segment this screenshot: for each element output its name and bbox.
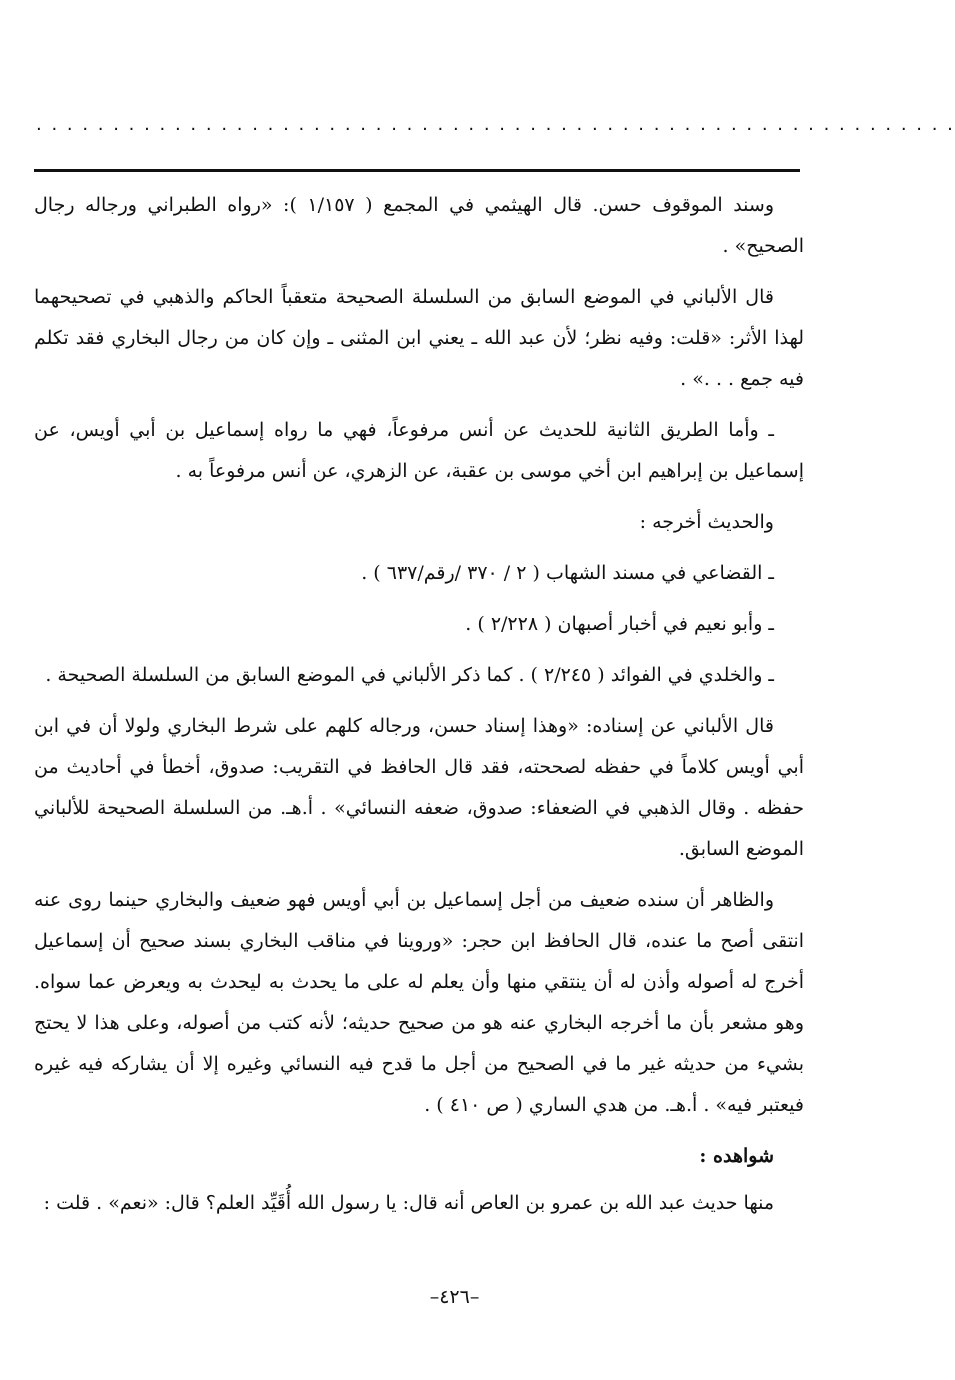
page-body [34,185,804,1234]
ellipsis-header: . . . . . . . . . . . . . . . . . . . . . . . . . . . . . . . . . . . . . . . . . . . . . . . . . . . . . . . . . . . . [36,114,955,135]
list-item: ـ وأبو نعيم في أخبار أصبهان ( ٢/٢٢٨ ) . [465,613,774,635]
paragraph: قال الألباني عن إسناده: «وهذا إسناد حسن، ورجاله كلهم على شرط البخاري ولولا أن في ابن أبي أويس كلاماً في حفظه لصححته، فقد قال الحافظ في التقريب: صدوق، أخطأ في أحاديث من حفظه . وقال الذهبي في الضعفاء: صدوق، ضعفه النسائي» . أ.هـ. من السلسلة الصحيحة للألباني الموضع السابق. [34,715,804,860]
horizontal-rule [34,169,800,172]
paragraph: ـ وأما الطريق الثانية للحديث عن أنس مرفوعاً، فهي ما رواه إسماعيل بن أبي أويس، عن إسماعيل بن إبراهيم ابن أخي موسى بن عقبة، عن الزهري، عن أنس مرفوعاً به . [34,419,804,482]
paragraph: والظاهر أن سنده ضعيف من أجل إسماعيل بن أبي أويس فهو ضعيف والبخاري حينما روى عنه انتقى أصح ما عنده، قال الحافظ ابن حجر: «وروينا في مناقب البخاري بسند صحيح أن إسماعيل أخرج له أصوله وأذن له أن ينتقي منها وأن يعلم له على ما يحدث به ليحدث به ويعرض عما سواه. وهو مشعر بأن ما أخرجه البخاري عنه هو من صحيح حديثه؛ لأنه كتب من أصوله، وعلى هذا لا يحتج بشيء من حديثه غير ما في الصحيح من أجل ما قدح فيه النسائي وغيره إلا أن يشاركه فيه غيره فيعتبر فيه» . أ.هـ. من هدي الساري ( ص ٤١٠ ) . [34,889,804,1116]
list-item: ـ القضاعي في مسند الشهاب ( ٢ / ٣٧٠ /رقم/٦٣٧ ) . [361,562,774,584]
paragraph: قال الألباني في الموضع السابق من السلسلة الصحيحة متعقباً الحاكم والذهبي في تصحيحهما لهذا الأثر: «قلت: وفيه نظر؛ لأن عبد الله ـ يعني ابن المثنى ـ وإن كان من رجال البخاري فقد تكلم فيه جمع . . .» . [34,286,804,390]
section-heading: شواهده : [699,1145,774,1167]
list-item: ـ والخلدي في الفوائد ( ٢/٢٤٥ ) . كما ذكر الألباني في الموضع السابق من السلسلة الصحيحة . [45,664,774,686]
list-intro: والحديث أخرجه : [639,511,774,533]
page-number: –٤٢٦– [429,1286,480,1308]
paragraph: منها حديث عبد الله بن عمرو بن العاص أنه قال: يا رسول الله أُقَيِّد العلم؟ قال: «نعم» . قلت : [43,1192,774,1214]
paragraph: وسند الموقوف حسن. قال الهيثمي في المجمع ( ١/١٥٧ ): «رواه الطبراني ورجاله رجال الصحيح» . [34,194,804,257]
